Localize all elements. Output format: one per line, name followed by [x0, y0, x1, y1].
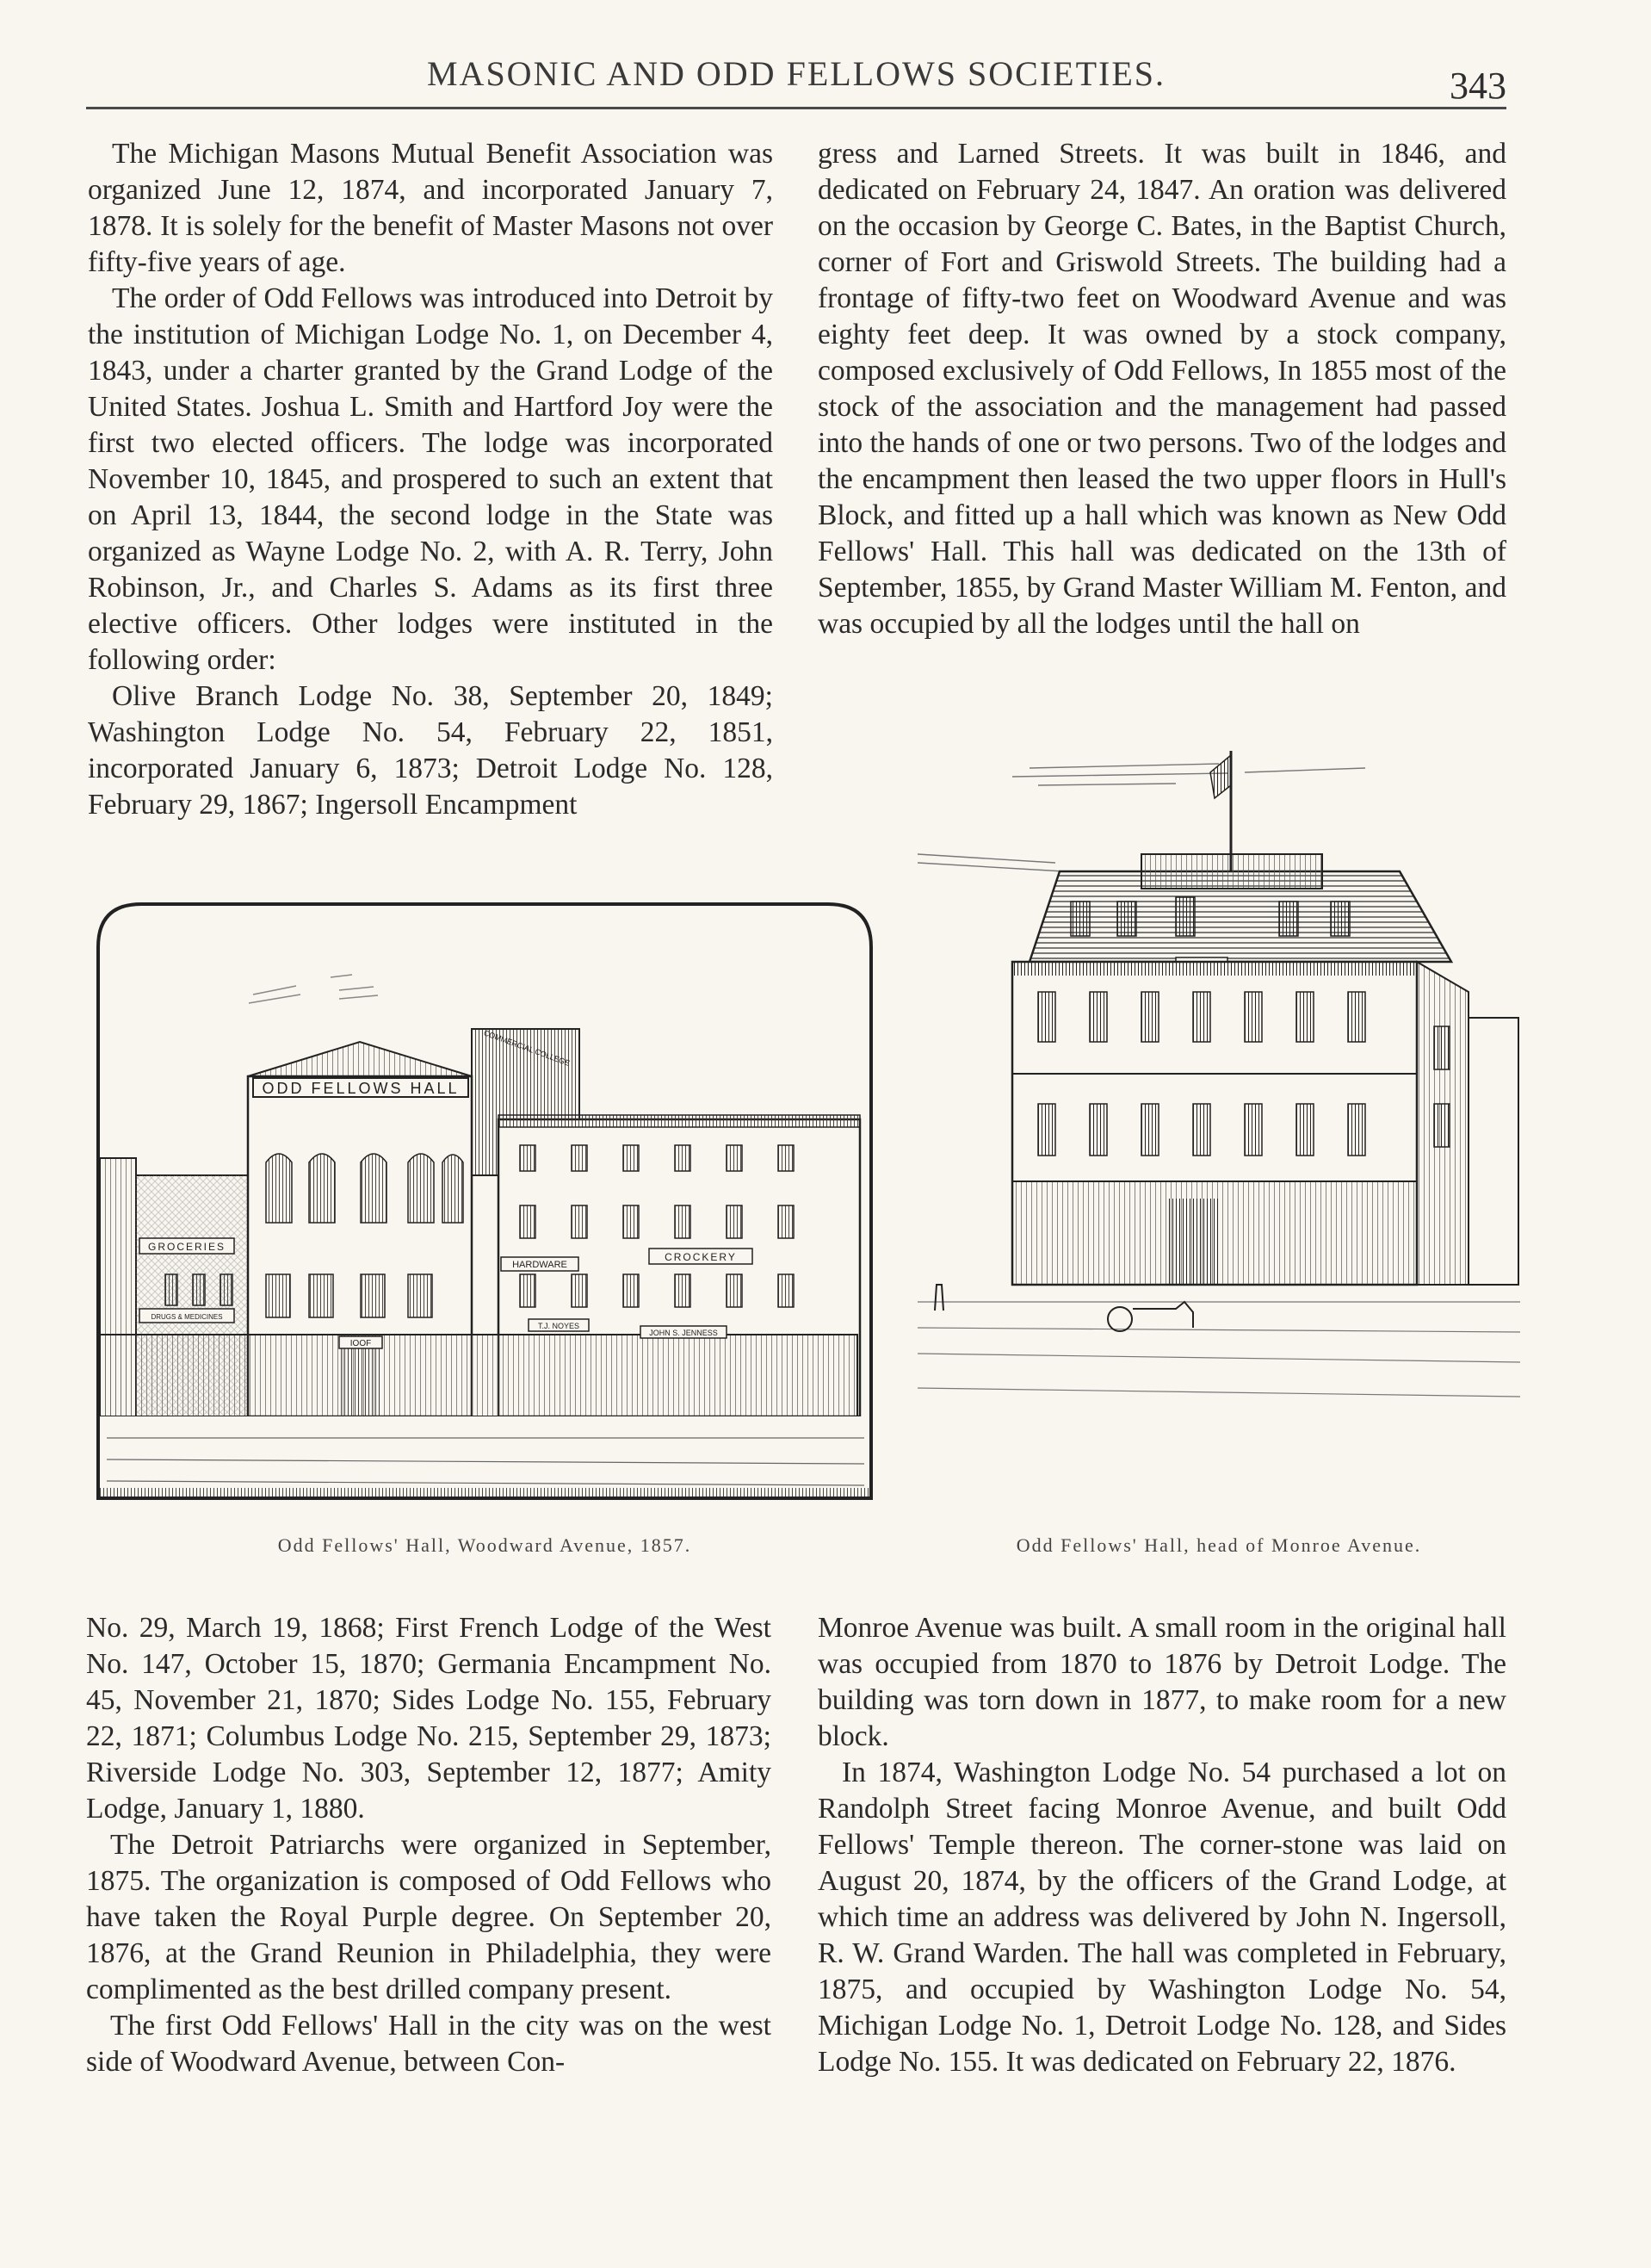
paragraph: The Detroit Patriarchs were organized in September, 1875. The organization is composed of Odd Fellows who have taken the Royal Purple degree. On September 20, 1876, at the Grand Reunion in Philadelphia, they were complimented as the best drilled company present.: [86, 1829, 771, 2005]
page-header: [86, 46, 1506, 107]
figure-caption-right: Odd Fellows' Hall, head of Monroe Avenue.: [1016, 1534, 1422, 1556]
paragraph: The order of Odd Fellows was introduced into Detroit by the institution of Michigan Lodge No. 1, on December 4, 1843, under a charter granted by the Grand Lodge of the United States. Joshua L. Smith and Hartford Joy were the first two elected officers. The lodge was incorporated November 10, 1845, and prospered to such an extent that on April 13, 1844, the second lodge in the State was organized as Wayne Lodge No. 2, with A. R. Terry, John Robinson, Jr., and Charles S. Adams as its first three elective officers. Other lodges were instituted in the following order:: [88, 282, 773, 676]
paragraph: gress and Larned Streets. It was built in 1846, and dedicated on February 24, 1847. An oration was delivered on the occasion by George C. Bates, in the Baptist Church, corner of Fort and Griswold Streets. The building had a frontage of fifty-two feet on Woodward Avenue and was eighty feet deep. It was owned by a stock company, composed exclusively of Odd Fellows, In 1855 most of the stock of the association and the management had passed into the hands of one or two persons. Two of the lodges and the encampment then leased the two upper floors in Hull's Block, and fitted up a hall which was known as New Odd Fellows' Hall. This hall was dedicated on the 13th of September, 1855, by Grand Master William M. Fenton, and was occupied by all the lodges until the hall on: [818, 138, 1506, 640]
illustration-monroe-hall: [918, 734, 1520, 1509]
engraving-woodward-hall: [90, 895, 880, 1509]
paragraph: Olive Branch Lodge No. 38, September 20, 1849; Washington Lodge No. 54, February 22, 1851, incorporated January 6, 1873; Detroit Lodge No. 128, February 29, 1867; Ingersoll Encampment: [88, 680, 773, 821]
paragraph: Monroe Avenue was built. A small room in the original hall was occupied from 1870 to 1876 by Detroit Lodge. The building was torn down in 1877, to make room for a new block.: [818, 1612, 1506, 1752]
sign-tj-noyes: T.J. NOYES: [537, 1322, 580, 1330]
sign-john-jenness: JOHN S. JENNESS: [649, 1329, 718, 1337]
text-column-bottom-left: [86, 1610, 771, 2080]
sign-commercial-college: COMMERCIAL COLLEGE: [482, 1028, 572, 1068]
text-column-top-right: [818, 136, 1506, 642]
page-number: 343: [1450, 65, 1506, 107]
sign-hardware: HARDWARE: [512, 1260, 567, 1270]
paragraph: The Michigan Masons Mutual Benefit Association was organized June 12, 1874, and incorporated January 7, 1878. It is solely for the benefit of Master Masons not over fifty-five years of age.: [88, 138, 773, 278]
sign-drugs-medicines: DRUGS & MEDICINES: [151, 1313, 223, 1321]
sign-crockery: CROCKERY: [665, 1251, 737, 1263]
illustration-woodward-hall: [90, 895, 880, 1509]
paragraph: The first Odd Fellows' Hall in the city was on the west side of Woodward Avenue, between Con-: [86, 2010, 771, 2078]
engraving-monroe-hall: [918, 734, 1520, 1509]
sign-ioof: IOOF: [349, 1339, 372, 1348]
text-column-top-left: [88, 136, 773, 823]
figure-caption-left: Odd Fellows' Hall, Woodward Avenue, 1857.: [277, 1534, 692, 1556]
paragraph: No. 29, March 19, 1868; First French Lodge of the West No. 147, October 15, 1870; Germania Encampment No. 45, November 21, 1870; Sides Lodge No. 155, February 22, 1871; Columbus Lodge No. 215, September 29, 1873; Riverside Lodge No. 303, September 12, 1877; Amity Lodge, January 1, 1880.: [86, 1612, 771, 1825]
running-head: MASONIC AND ODD FELLOWS SOCIETIES.: [426, 54, 1166, 93]
sign-odd-fellows-hall: ODD FELLOWS HALL: [262, 1080, 460, 1097]
text-column-bottom-right: [818, 1610, 1506, 2080]
header-rule: [86, 107, 1506, 109]
paragraph: In 1874, Washington Lodge No. 54 purchased a lot on Randolph Street facing Monroe Avenue, and built Odd Fellows' Temple thereon. The corner-stone was laid on August 20, 1874, by the officers of the Grand Lodge, at which time an address was delivered by John N. Ingersoll, R. W. Grand Warden. The hall was completed in February, 1875, and occupied by Washington Lodge No. 54, Michigan Lodge No. 1, Detroit Lodge No. 128, and Sides Lodge No. 155. It was dedicated on February 22, 1876.: [818, 1757, 1506, 2078]
sign-groceries: GROCERIES: [147, 1241, 226, 1253]
